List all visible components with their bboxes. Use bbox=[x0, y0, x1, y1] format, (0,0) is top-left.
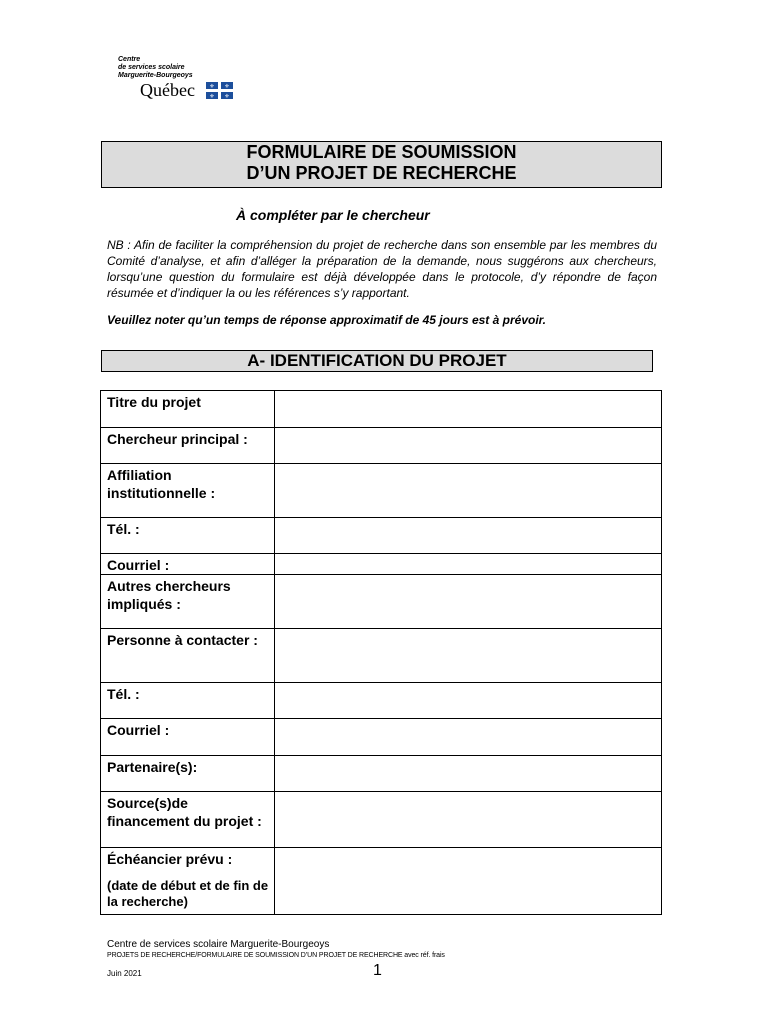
field-input-affiliation[interactable] bbox=[275, 464, 662, 518]
field-label-echeancier bbox=[101, 848, 275, 915]
form-title-line1: FORMULAIRE DE SOUMISSION bbox=[246, 142, 517, 162]
identification-table bbox=[100, 390, 662, 915]
echeancier-note: (date de début et de fin de la recherche) bbox=[107, 878, 269, 909]
table-row bbox=[101, 756, 662, 792]
field-input-partenaires[interactable] bbox=[275, 756, 662, 792]
table-row bbox=[101, 464, 662, 518]
field-label-courriel1: Courriel : bbox=[101, 554, 275, 575]
page-number: 1 bbox=[373, 962, 382, 979]
section-a-heading: A- IDENTIFICATION DU PROJET bbox=[101, 350, 653, 372]
svg-text:⚜: ⚜ bbox=[224, 83, 230, 90]
table-row bbox=[101, 554, 662, 575]
field-input-courriel2[interactable] bbox=[275, 719, 662, 756]
svg-text:⚜: ⚜ bbox=[224, 93, 230, 99]
table-row bbox=[101, 792, 662, 848]
field-label-chercheur: Chercheur principal : bbox=[101, 428, 275, 464]
form-title-box bbox=[101, 141, 662, 188]
table-row bbox=[101, 575, 662, 629]
field-input-titre[interactable] bbox=[275, 391, 662, 428]
field-label-tel2: Tél. : bbox=[101, 683, 275, 719]
field-input-source[interactable] bbox=[275, 792, 662, 848]
footer-organization: Centre de services scolaire Marguerite-Bourgeoys bbox=[107, 939, 330, 950]
field-label-personne: Personne à contacter : bbox=[101, 629, 275, 683]
quebec-wordmark: Québec bbox=[140, 80, 195, 100]
table-row bbox=[101, 518, 662, 554]
table-row bbox=[101, 848, 662, 915]
field-input-tel2[interactable] bbox=[275, 683, 662, 719]
field-label-courriel2: Courriel : bbox=[101, 719, 275, 756]
form-title-line2: D’UN PROJET DE RECHERCHE bbox=[246, 163, 517, 183]
footer-date: Juin 2021 bbox=[107, 969, 142, 978]
field-label-source: Source(s)de financement du projet : bbox=[101, 792, 275, 848]
field-input-chercheur[interactable] bbox=[275, 428, 662, 464]
field-input-personne[interactable] bbox=[275, 629, 662, 683]
field-label-affiliation: Affiliation institutionnelle : bbox=[101, 464, 275, 518]
nb-paragraph: NB : Afin de faciliter la compréhension du projet de recherche dans son ensemble par les membres du Comité d’analyse, et afin d’alléger la préparation de la demande, nous suggérons aux chercheurs, lorsqu’une question du formulaire est déjà développée dans le protocole, d’y répondre de façon résumée et d’indiquer la ou les références s’y rapportant. bbox=[107, 238, 657, 300]
form-subtitle: À compléter par le chercheur bbox=[236, 207, 430, 223]
svg-text:⚜: ⚜ bbox=[209, 93, 215, 99]
table-row bbox=[101, 428, 662, 464]
table-row bbox=[101, 391, 662, 428]
table-row bbox=[101, 683, 662, 719]
field-input-echeancier[interactable] bbox=[275, 848, 662, 915]
field-label-titre: Titre du projet bbox=[101, 391, 275, 428]
logo-text-line2: de services scolaire bbox=[118, 64, 185, 71]
field-input-courriel1[interactable] bbox=[275, 554, 662, 575]
logo-text-line3: Marguerite-Bourgeoys bbox=[118, 72, 193, 79]
response-time-notice: Veuillez noter qu’un temps de réponse approximatif de 45 jours est à prévoir. bbox=[107, 313, 547, 327]
table-row bbox=[101, 719, 662, 756]
quebec-flag-icon bbox=[206, 82, 233, 99]
org-logo bbox=[118, 56, 248, 102]
field-label-tel1: Tél. : bbox=[101, 518, 275, 554]
echeancier-label: Échéancier prévu : bbox=[107, 851, 233, 867]
logo-text-line1: Centre bbox=[118, 56, 141, 63]
footer-reference: PROJETS DE RECHERCHE/FORMULAIRE DE SOUMISSION D’UN PROJET DE RECHERCHE avec réf. frais bbox=[107, 952, 445, 959]
svg-text:⚜: ⚜ bbox=[209, 83, 215, 90]
field-label-autres: Autres chercheurs impliqués : bbox=[101, 575, 275, 629]
field-label-partenaires: Partenaire(s): bbox=[101, 756, 275, 792]
field-input-tel1[interactable] bbox=[275, 518, 662, 554]
field-input-autres[interactable] bbox=[275, 575, 662, 629]
table-row bbox=[101, 629, 662, 683]
